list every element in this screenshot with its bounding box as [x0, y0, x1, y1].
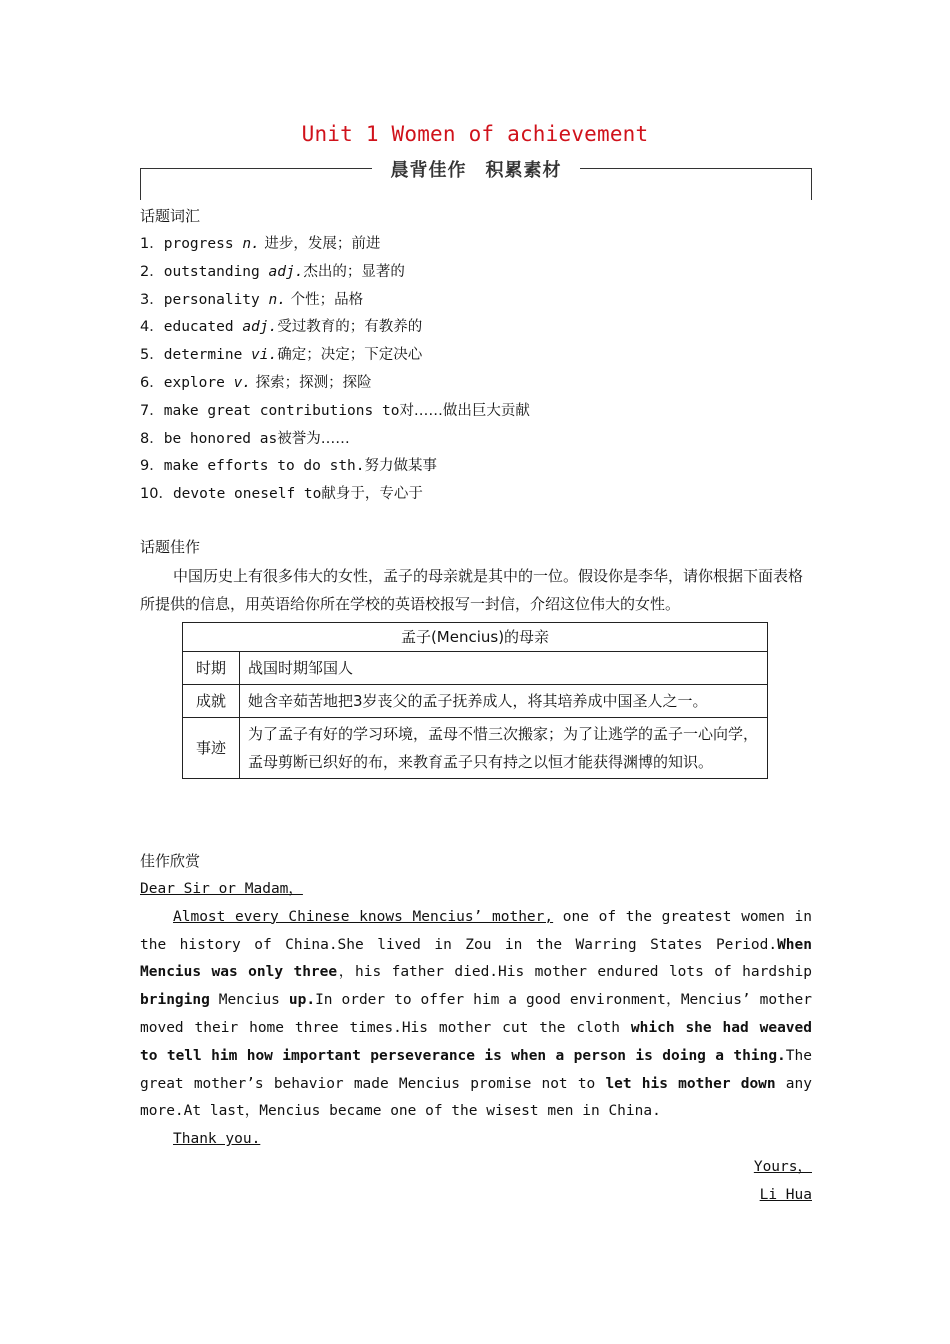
appreciation-heading: 佳作欣赏	[140, 852, 201, 870]
letter-highlight: let his mother down	[605, 1075, 776, 1092]
vocab-item: 6．explore v. 探索；探测；探险	[140, 374, 372, 391]
table-row	[183, 718, 768, 779]
letter-thanks: Thank you.	[173, 1131, 261, 1148]
vocab-item: 1．progress n. 进步，发展；前进	[140, 236, 381, 252]
letter-body: Almost every Chinese knows Mencius’ mother, one of the greatest women in the history of China.She lived in Zou in the Warring States Period.When Mencius was only three，his father died.His mother endured lots of hardship bringing Mencius up.In order to offer him a good environment，Mencius’ mother moved their home three times.His mother cut the cloth which she had weaved to tell him how important perseverance is when a person is doing a thing.The great mother’s behavior made Mencius promise not to let his mother down any more.At last，Mencius became one of the wisest men in China.	[140, 908, 812, 1120]
table-value: 她含辛茹苦地把3岁丧父的孟子抚养成人，将其培养成中国圣人之一。	[240, 685, 768, 718]
writing-heading: 话题佳作	[140, 538, 201, 556]
letter-highlight: up.	[288, 992, 316, 1009]
letter-highlight: When Mencius was only three	[140, 936, 812, 981]
letter-underlined-text: Almost every Chinese knows Mencius’ mother,	[173, 908, 554, 925]
vocab-item: 10．devote oneself to献身于，专心于	[140, 486, 423, 503]
letter-salutation: Dear Sir or Madam，	[140, 881, 303, 897]
table-key: 成就	[183, 685, 240, 718]
vocab-heading: 话题词汇	[140, 207, 201, 225]
letter-signature: Li Hua	[759, 1186, 812, 1203]
sample-letter	[140, 876, 812, 1210]
info-table	[182, 622, 768, 779]
table-header: 孟子(Mencius)的母亲	[183, 623, 768, 652]
vocab-item: 7．make great contributions to对……做出巨大贡献	[140, 402, 530, 419]
writing-prompt: 中国历史上有很多伟大的女性，孟子的母亲就是其中的一位。假设你是李华，请你根据下面表格所提供的信息，用英语给你所在学校的英语校报写一封信，介绍这位伟大的女性。	[140, 567, 804, 613]
vocab-item: 8．be honored as被誉为……	[140, 430, 350, 447]
table-value: 为了孟子有好的学习环境，孟母不惜三次搬家；为了让逃学的孟子一心向学，孟母剪断已织好的布，来教育孟子只有持之以恒才能获得渊博的知识。	[240, 718, 768, 779]
page-title: Unit 1 Women of achievement	[301, 122, 649, 146]
vocab-item: 4．educated adj.受过教育的；有教养的	[140, 319, 423, 336]
vocab-list	[140, 231, 530, 509]
section-banner	[140, 156, 812, 202]
vocab-item: 5．determine vi.确定；决定；下定决心	[140, 347, 423, 364]
table-row	[183, 623, 768, 652]
vocab-item: 2．outstanding adj.杰出的；显著的	[140, 263, 405, 280]
letter-closing: Yours，	[753, 1158, 812, 1175]
table-key: 时期	[183, 652, 240, 685]
letter-highlight: bringing	[140, 992, 210, 1009]
vocab-item: 3．personality n. 个性；品格	[140, 291, 364, 308]
letter-highlight: which she had weaved to tell him how important perseverance is when a person is doing a thing.	[140, 1019, 812, 1064]
table-value: 战国时期邹国人	[240, 652, 768, 685]
table-row	[183, 685, 768, 718]
vocab-item: 9．make efforts to do sth.努力做某事	[140, 458, 438, 475]
table-row	[183, 652, 768, 685]
banner-title: 晨背佳作 积累素材	[390, 160, 562, 181]
table-key: 事迹	[183, 718, 240, 779]
